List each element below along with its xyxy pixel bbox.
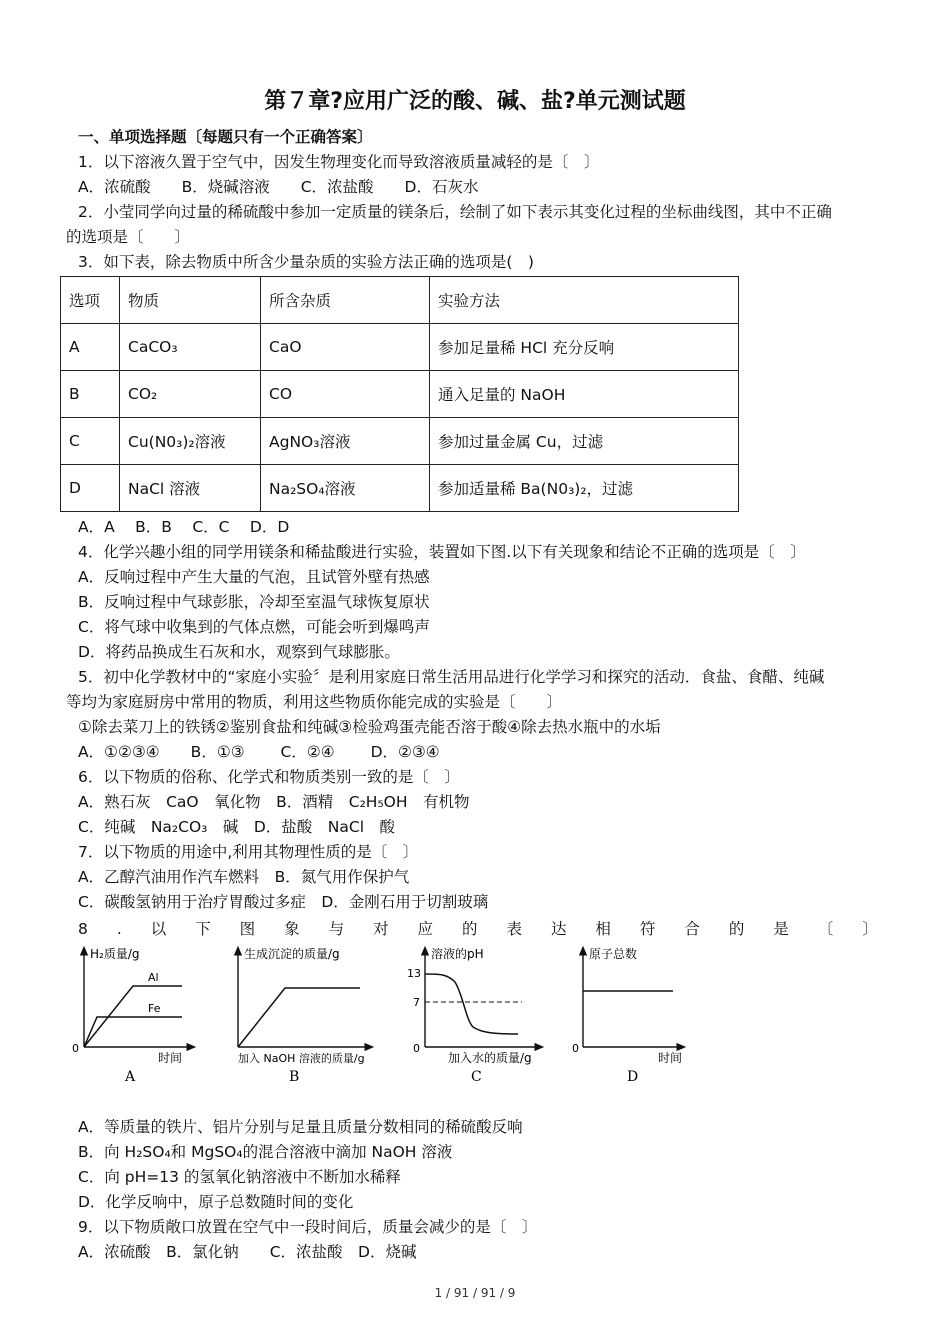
table-cell: NaCl 溶液	[120, 465, 261, 512]
q8-char: 表	[506, 920, 522, 938]
q8-charts	[70, 940, 690, 1085]
q8-stem	[78, 918, 878, 940]
table-header-cell: 物质	[120, 277, 261, 324]
q8-char: 下	[195, 920, 211, 938]
q8-char: 对	[373, 920, 389, 938]
table-cell: 通入足量的 NaOH	[430, 371, 739, 418]
q8-option-b: B．向 H₂SO₄和 MgSO₄的混合溶液中滴加 NaOH 溶液	[78, 1143, 453, 1161]
table-header-cell: 选项	[61, 277, 120, 324]
section-heading: 一、单项选择题〔每题只有一个正确答案〕	[78, 128, 373, 146]
table-cell: AgNO₃溶液	[261, 418, 430, 465]
table-header-cell: 实验方法	[430, 277, 739, 324]
table-cell: 参加过量金属 Cu，过滤	[430, 418, 739, 465]
q7-options-line2: C．碳酸氢钠用于治疗胃酸过多症 D．金刚石用于切割玻璃	[78, 893, 489, 911]
table-row	[61, 418, 739, 465]
q3-stem: 3．如下表，除去物质中所含少量杂质的实验方法正确的选项是( )	[78, 253, 534, 271]
chart-c-ylabel: 溶液的pH	[431, 947, 484, 961]
chart-c-tick-7: 7	[413, 996, 420, 1009]
table-row	[61, 465, 739, 512]
chart-a-ylabel: H₂质量/g	[90, 947, 140, 961]
chart-c-tick-13: 13	[407, 967, 421, 980]
chart-b-xlabel: 加入 NaOH 溶液的质量/g	[238, 1052, 365, 1065]
page-title: 第７章?应用广泛的酸、碱、盐?单元测试题	[264, 89, 686, 114]
q8-option-d: D．化学反响中，原子总数随时间的变化	[78, 1193, 354, 1211]
q8-char: 〔	[817, 920, 834, 938]
q9-stem: 9．以下物质敞口放置在空气中一段时间后，质量会减少的是〔 〕	[78, 1218, 538, 1236]
page-number: 1 / 91 / 91 / 9	[434, 1286, 516, 1300]
chart-a	[72, 946, 192, 1085]
table-cell: CaO	[261, 324, 430, 371]
q5-stem-line2: 等均为家庭厨房中常用的物质，利用这些物质你能完成的实验是〔 〕	[66, 693, 563, 711]
q8-option-c: C．向 pH=13 的氢氧化钠溶液中不断加水稀释	[78, 1168, 401, 1186]
table-cell: A	[61, 324, 120, 371]
table-header-cell: 所含杂质	[261, 277, 430, 324]
q2-stem-line1: 2．小莹同学向过量的稀硫酸中参加一定质量的镁条后，绘制了如下表示其变化过程的坐标曲线图，其中不正确	[78, 203, 832, 221]
q8-char: 是	[773, 920, 789, 938]
q8-char: 象	[284, 920, 300, 938]
chart-d-xlabel: 时间	[658, 1051, 683, 1065]
q3-table	[60, 276, 739, 512]
chart-c-origin: 0	[413, 1042, 420, 1055]
chart-c-xlabel: 加入水的质量/g	[448, 1051, 532, 1065]
q7-options-line1: A．乙醇汽油用作汽车燃料 B．氮气用作保护气	[78, 868, 410, 886]
table-cell: C	[61, 418, 120, 465]
chart-a-al-label: Al	[148, 971, 159, 984]
table-cell: CO₂	[120, 371, 261, 418]
chart-d	[572, 946, 682, 1085]
q8-option-a: A．等质量的铁片、铝片分别与足量且质量分数相同的稀硫酸反响	[78, 1118, 523, 1136]
table-row	[61, 324, 739, 371]
table-cell: CaCO₃	[120, 324, 261, 371]
table-cell: Na₂SO₄溶液	[261, 465, 430, 512]
q7-stem: 7．以下物质的用途中,利用其物理性质的是〔 〕	[78, 843, 419, 861]
q8-char: 的	[462, 920, 478, 938]
table-cell: 参加足量稀 HCl 充分反响	[430, 324, 739, 371]
q8-char: 达	[550, 920, 567, 938]
q6-options-line1: A．熟石灰 CaO 氧化物 B．酒精 C₂H₅OH 有机物	[78, 793, 470, 811]
table-cell: 参加适量稀 Ba(N0₃)₂，过滤	[430, 465, 739, 512]
q4-option-b: B．反响过程中气球彭胀，冷却至室温气球恢复原状	[78, 593, 430, 611]
chart-a-origin: 0	[72, 1042, 79, 1055]
chart-b	[238, 946, 370, 1085]
chart-c-curve	[425, 974, 518, 1034]
q4-stem: 4．化学兴趣小组的同学用镁条和稀盐酸进行实验，装置如下图.以下有关现象和结论不正确的选项是〔 〕	[78, 543, 806, 561]
chart-d-ylabel: 原子总数	[589, 947, 638, 961]
chart-c	[407, 946, 540, 1085]
q4-option-a: A．反响过程中产生大量的气泡，且试管外壁有热感	[78, 568, 430, 586]
chart-d-origin: 0	[572, 1042, 579, 1055]
q8-char: 以	[150, 920, 167, 938]
table-header-row	[61, 277, 739, 324]
q9-options: A．浓硫酸 B．氯化钠 C．浓盐酸 D．烧碱	[78, 1243, 417, 1261]
chart-b-ylabel: 生成沉淀的质量/g	[244, 947, 340, 961]
q8-char: 图	[239, 920, 256, 938]
q8-char: 符	[639, 920, 656, 938]
q5-stem-line3: ①除去菜刀上的铁锈②鉴别食盐和纯碱③检验鸡蛋壳能否溶于酸④除去热水瓶中的水垢	[78, 718, 661, 736]
chart-a-fe-line	[84, 1017, 182, 1047]
q5-options: A．①②③④ B．①③ C．②④ D．②③④	[78, 743, 440, 761]
q1-stem: 1．以下溶液久置于空气中，因发生物理变化而导致溶液质量减轻的是〔 〕	[78, 153, 600, 171]
q8-char: 合	[684, 920, 700, 938]
q4-option-d: D．将药品换成生石灰和水，观察到气球膨胀。	[78, 643, 400, 661]
chart-b-line	[238, 988, 360, 1047]
q8-char: 相	[595, 920, 611, 938]
table-cell: B	[61, 371, 120, 418]
q4-option-c: C．将气球中收集到的气体点燃，可能会听到爆鸣声	[78, 618, 430, 636]
q8-char: 〕	[862, 920, 878, 938]
q8-char: 与	[328, 920, 345, 938]
chart-a-fe-label: Fe	[148, 1002, 161, 1015]
chart-c-letter: C	[471, 1069, 482, 1085]
q8-char: 的	[728, 920, 745, 938]
chart-a-letter: A	[125, 1069, 136, 1085]
chart-d-letter: D	[627, 1069, 639, 1085]
q8-char: 8	[78, 920, 88, 938]
q6-options-line2: C．纯碱 Na₂CO₃ 碱 D．盐酸 NaCl 酸	[78, 818, 396, 836]
q6-stem: 6．以下物质的俗称、化学式和物质类别一致的是〔 〕	[78, 768, 460, 786]
q1-options: A．浓硫酸 B．烧碱溶液 C．浓盐酸 D．石灰水	[78, 178, 479, 196]
q5-stem-line1: 5．初中化学教材中的“家庭小实验〞是利用家庭日常生活用品进行化学学习和探究的活动．食盐、食醋、纯碱	[78, 668, 825, 686]
q8-char: .	[116, 920, 122, 938]
table-row	[61, 371, 739, 418]
q8-char: 应	[417, 920, 434, 938]
q3-options: A．A B．B C．C D．D	[78, 518, 290, 536]
table-cell: Cu(N0₃)₂溶液	[120, 418, 261, 465]
table-cell: D	[61, 465, 120, 512]
table-cell: CO	[261, 371, 430, 418]
chart-a-xlabel: 时间	[158, 1051, 183, 1065]
q2-stem-line2: 的选项是〔 〕	[66, 228, 191, 246]
chart-b-letter: B	[289, 1069, 300, 1085]
